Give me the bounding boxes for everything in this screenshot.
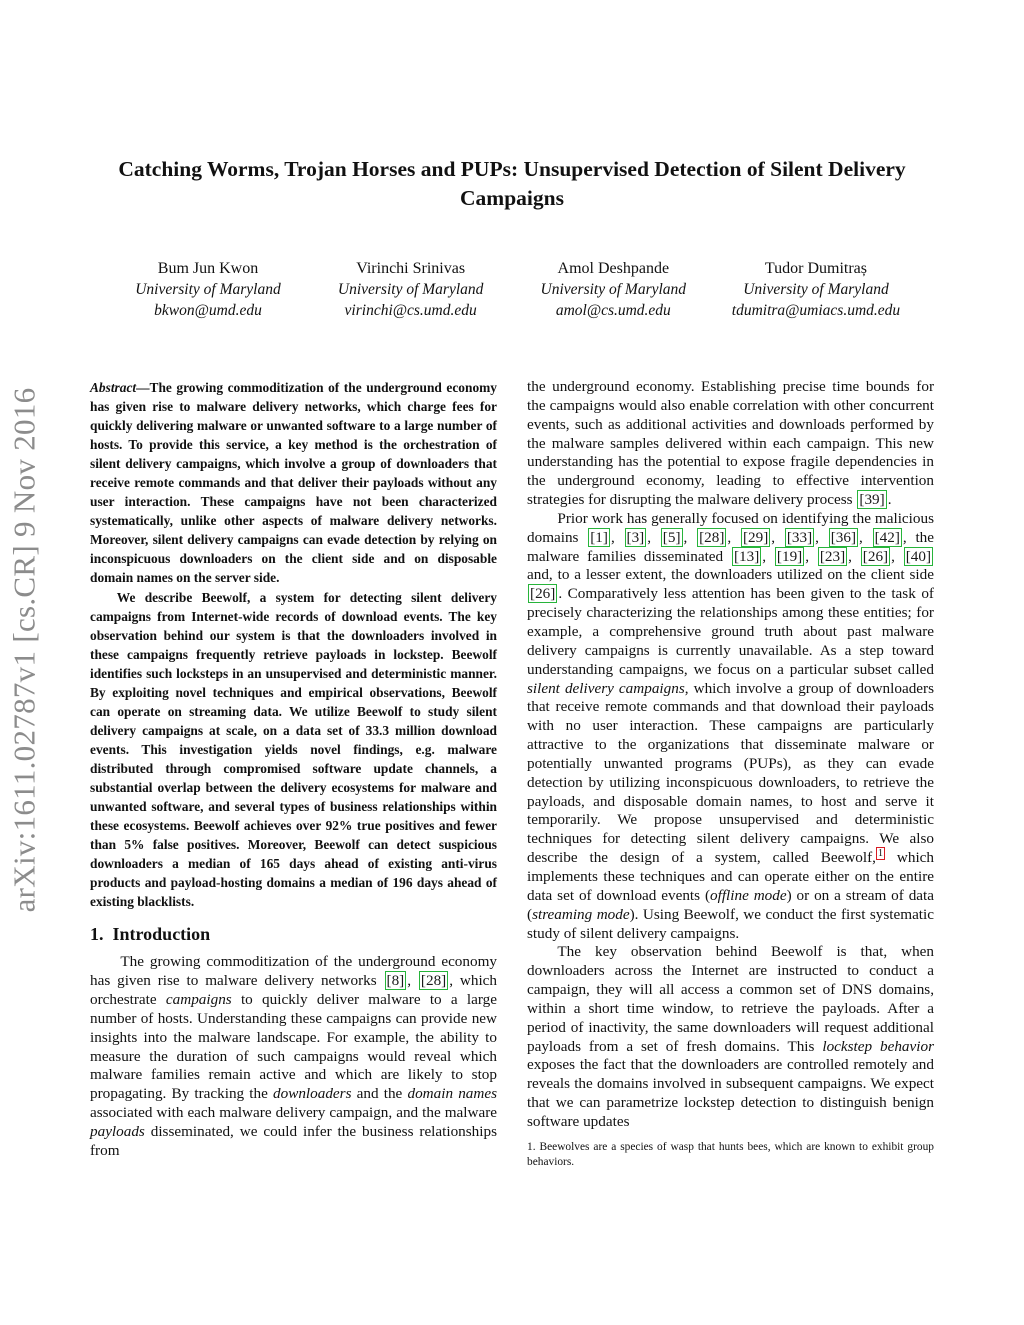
- author-affiliation: University of Maryland: [135, 281, 281, 298]
- arxiv-identifier: [2, 340, 46, 960]
- author: [108, 258, 308, 321]
- citation-link[interactable]: [28]: [420, 972, 447, 990]
- citation-link[interactable]: [19]: [776, 547, 803, 565]
- intro-paragraph: The key observation behind Beewolf is that, when downloaders across the Internet are instructed to conduct a campaign, they will all access a common set of DNS domains, within a short time window, to retrieve the payloads. After a period of inactivity, the same downloaders will request additional payloads from a set of fresh domains. This lockstep behavior exposes the fact that the downloaders are controlled remotely and reveals the domains involved in subsequent campaigns. We expect that we can parametrize lockstep detection to distinguish benign software updates: [527, 943, 934, 1130]
- abstract-paragraph: Abstract—The growing commoditization of the underground economy has given rise to malware delivery networks, which charge fees for quickly delivering malware or unwanted software to a large number of hosts. To provide this service, a key method is the orchestration of silent delivery campaigns, which involve a group of downloaders that receive remote commands and that deliver their payloads without any user interaction. These campaigns have not been characterized systematically, unlike other aspects of malware delivery networks. Moreover, silent delivery campaigns can evade detection by relying on inconspicuous downloaders on the client side and on disposable domain names on the server side.: [90, 380, 497, 586]
- citation-link[interactable]: [8]: [386, 972, 405, 990]
- author-affiliation: University of Maryland: [743, 281, 889, 298]
- citation-link[interactable]: [3]: [626, 528, 645, 546]
- author-name: Virinchi Srinivas: [356, 260, 466, 277]
- citation-link[interactable]: [13]: [733, 547, 760, 565]
- citation-link[interactable]: [40]: [905, 547, 932, 565]
- intro-body-right: [527, 378, 934, 1170]
- citation-link[interactable]: [36]: [830, 528, 857, 546]
- author-affiliation: University of Maryland: [540, 281, 687, 298]
- author-name: Bum Jun Kwon: [157, 260, 259, 277]
- abstract-paragraph: We describe Beewolf, a system for detecting silent delivery campaigns from Internet-wide records of download events. The key observation behind our system is that the downloaders involved in these campaigns frequently retrieve payloads in lockstep. Beewolf identifies such locksteps in an unsupervised and deterministic manner. By exploiting novel techniques and empirical observations, Beewolf can operate on streaming data. We utilize Beewolf to study silent delivery campaigns at scale, on a data set of 33.3 million download events. This investigation yields novel findings, e.g. malware distributed through compromised software update channels, a substantial overlap between the delivery ecosystems for malware and unwanted software, and several types of business relationships within these ecosystems. Beewolf achieves over 92% true positives and fewer than 5% false positives. Moreover, Beewolf can detect suspicious downloaders a median of 165 days ahead of existing anti-virus products and payload-hosting domains a median of 196 days ahead of existing blacklists.: [90, 589, 497, 910]
- author-affiliation: University of Maryland: [337, 281, 484, 298]
- section-heading: 1. Introduction: [90, 924, 211, 945]
- author-email: virinchi@cs.umd.edu: [344, 302, 477, 319]
- right-column: [527, 378, 934, 1170]
- citation-link[interactable]: [23]: [819, 547, 846, 565]
- abstract: [90, 378, 497, 911]
- footnote: 1. Beewolves are a species of wasp that hunts bees, which are known to exhibit group behaviors.: [527, 1140, 934, 1168]
- arxiv-id-text: arXiv:1611.02787v1 [cs.CR] 9 Nov 2016: [6, 387, 42, 913]
- citation-link[interactable]: [1]: [590, 528, 608, 546]
- intro-paragraph: Prior work has generally focused on identifying the malicious domains [1] , [3] , [5] , [28] , [29] , [33] , [36] , [42] , the malware families disseminated [13] , [19] , [23] , [26] , [40] and, to a lesser extent, the downloaders utilized on the client side [26] . Comparatively less attention has been given to the task of precisely characterizing the relationships among these entities; for example, a comprehensive ground truth about past malware delivery campaigns is currently unavailable. As a step toward understanding campaigns, we focus on a particular subset called silent delivery campaigns, which involve a group of downloaders that receive remote commands and that download their payloads with no user interaction. These campaigns are particularly attractive to the organizations that disseminate malware or potentially unwanted programs (PUPs), as they can evade detection by utilizing inconspicuous downloaders, to retrieve the payloads, and disposable domain names, to host and serve it temporarily. We propose unsupervised and deterministic techniques for detecting silent delivery campaigns. We also describe the design of a system, called Beewolf, $^1$ which implements these techniques and can operate either on the entire data set of download events (offline mode) or on a stream of data (streaming mode). Using Beewolf, we conduct the first systematic study of silent delivery campaigns.: [527, 509, 935, 942]
- footnote-marker[interactable]: 1: [877, 848, 883, 860]
- author-name: Amol Deshpande: [557, 260, 670, 277]
- author-block: [108, 258, 916, 321]
- author-name: Tudor Dumitraș: [764, 260, 868, 277]
- citation-link[interactable]: [26]: [862, 547, 889, 565]
- intro-body-left: [90, 953, 497, 1160]
- author-email: tdumitra@umiacs.umd.edu: [731, 302, 901, 319]
- left-column: [90, 378, 497, 1161]
- citation-link[interactable]: [42]: [874, 528, 900, 546]
- paper-title: Catching Worms, Trojan Horses and PUPs: Unsupervised Detection of Silent Delivery Campaigns: [118, 157, 906, 210]
- citation-link[interactable]: [28]: [699, 528, 725, 546]
- citation-link[interactable]: [33]: [786, 528, 813, 546]
- citation-link[interactable]: [39]: [859, 491, 885, 509]
- citation-link[interactable]: [29]: [742, 528, 769, 546]
- author: [311, 258, 511, 321]
- citation-link[interactable]: [26]: [530, 585, 556, 603]
- author-email: amol@cs.umd.edu: [555, 302, 671, 319]
- abstract-label: Abstract: [90, 380, 137, 395]
- author: [513, 258, 713, 321]
- citation-link[interactable]: [5]: [662, 528, 681, 546]
- intro-paragraph: The growing commoditization of the underground economy has given rise to malware delivery networks [8] , [28] , which orchestrate campaigns to quickly deliver malware to a large number of hosts. Understanding these campaigns can provide new insights into the malware landscape. For example, the ability to measure the duration of such campaigns would reveal which malware families remain active and which are likely to stop propagating. By tracking the downloaders and the domain names associated with each malware delivery campaign, and the malware payloads disseminated, we could infer the business relationships from: [90, 953, 497, 1159]
- author-email: bkwon@umd.edu: [154, 302, 262, 319]
- author: [716, 258, 916, 321]
- intro-paragraph-continued: the underground economy. Establishing precise time bounds for the campaigns would also enable correlation with other concurrent events, such as additional activities and downloads performed by the malware samples delivered within each campaign. This new understanding has the potential to expose fragile dependencies in the underground economy, leading to effective intervention strategies for disrupting the malware delivery process [39] .: [527, 378, 934, 509]
